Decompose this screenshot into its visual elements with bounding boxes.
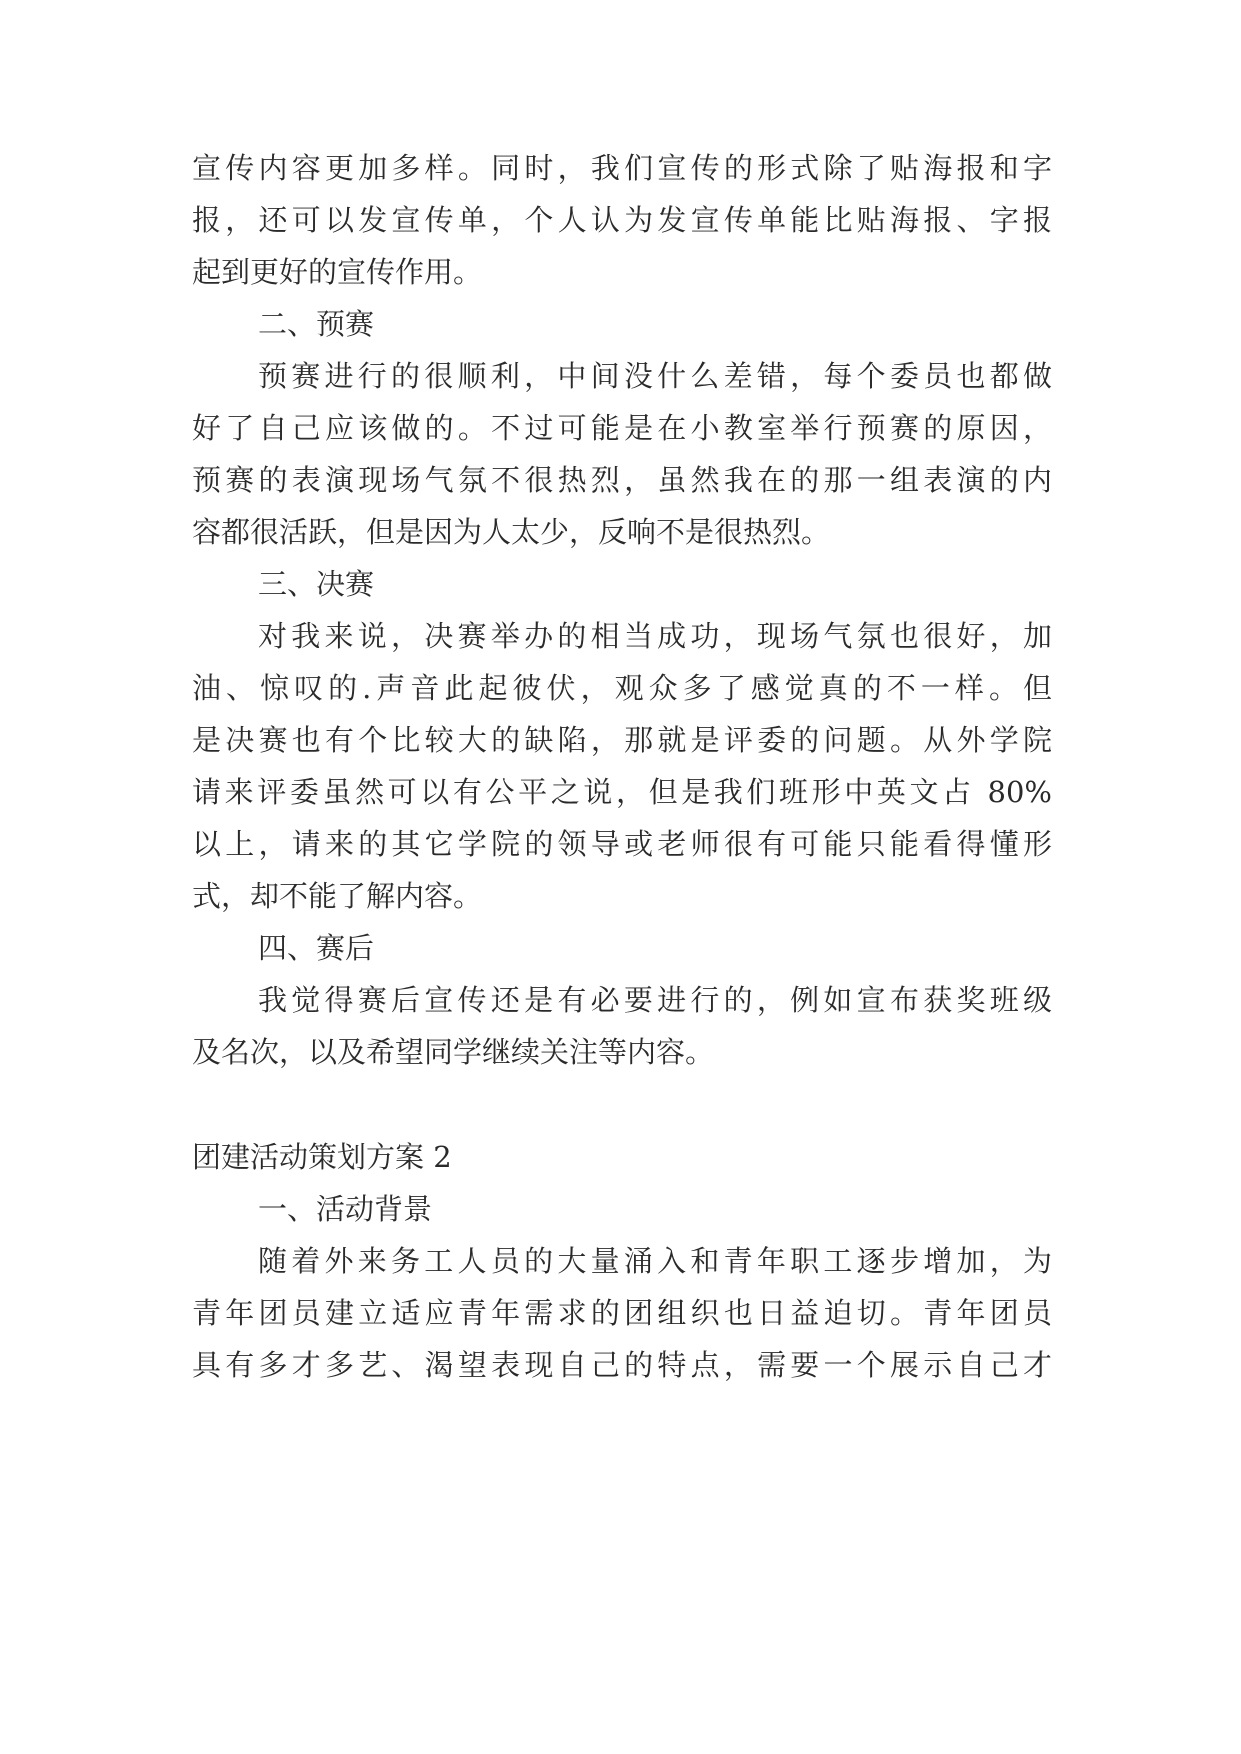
paragraph-line: 及名次，以及希望同学继续关注等内容。 xyxy=(192,1035,715,1069)
paragraph-line: 随着外来务工人员的大量涌入和青年职工逐步增加，为 xyxy=(258,1244,1052,1278)
paragraph-line: 式，却不能了解内容。 xyxy=(192,879,483,913)
paragraph-line: 是决赛也有个比较大的缺陷，那就是评委的问题。从外学院 xyxy=(192,723,1052,757)
section-title: 团建活动策划方案 2 xyxy=(192,1140,452,1174)
paragraph-line: 好了自己应该做的。不过可能是在小教室举行预赛的原因， xyxy=(192,411,1052,445)
paragraph-line: 具有多才多艺、渴望表现自己的特点，需要一个展示自己才 xyxy=(192,1348,1052,1382)
paragraph-line: 以上，请来的其它学院的领导或老师很有可能只能看得懂形 xyxy=(192,827,1052,861)
paragraph-line: 请来评委虽然可以有公平之说，但是我们班形中英文占 80% xyxy=(192,775,1052,809)
paragraph-line: 报，还可以发宣传单，个人认为发宣传单能比贴海报、字报 xyxy=(192,203,1052,237)
paragraph-line: 油、惊叹的.声音此起彼伏，观众多了感觉真的不一样。但 xyxy=(192,671,1052,705)
section-heading-preliminary: 二、预赛 xyxy=(258,307,375,341)
paragraph-line: 预赛的表演现场气氛不很热烈，虽然我在的那一组表演的内 xyxy=(192,463,1052,497)
paragraph-line: 对我来说，决赛举办的相当成功，现场气氛也很好，加 xyxy=(258,619,1052,653)
paragraph-line: 宣传内容更加多样。同时，我们宣传的形式除了贴海报和字 xyxy=(192,151,1052,185)
section-heading-after: 四、赛后 xyxy=(258,931,375,965)
section-heading-background: 一、活动背景 xyxy=(258,1192,433,1226)
paragraph-line: 我觉得赛后宣传还是有必要进行的，例如宣布获奖班级 xyxy=(258,983,1052,1017)
paragraph-line: 预赛进行的很顺利，中间没什么差错，每个委员也都做 xyxy=(258,359,1052,393)
paragraph-line: 容都很活跃，但是因为人太少，反响不是很热烈。 xyxy=(192,515,831,549)
paragraph-line: 青年团员建立适应青年需求的团组织也日益迫切。青年团员 xyxy=(192,1296,1052,1330)
paragraph-line: 起到更好的宣传作用。 xyxy=(192,255,483,289)
section-heading-final: 三、决赛 xyxy=(258,567,375,601)
